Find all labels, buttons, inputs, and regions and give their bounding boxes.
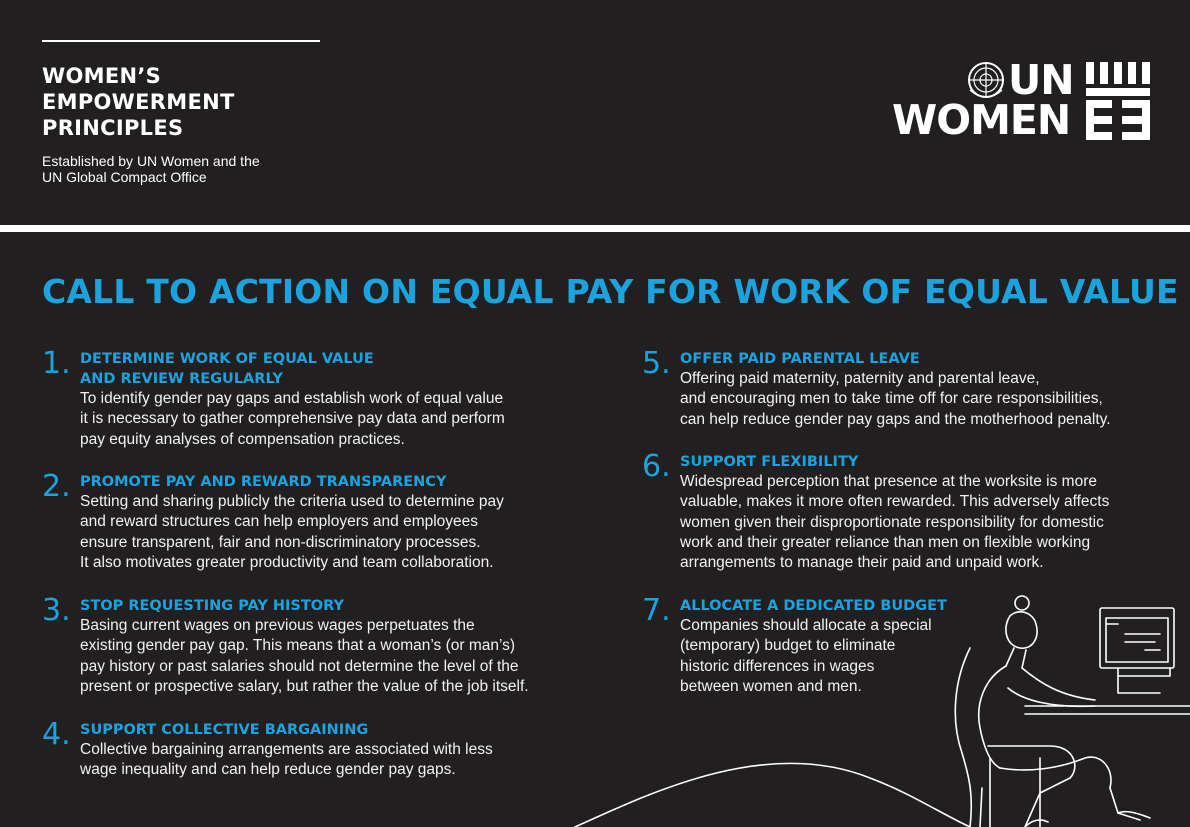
item-body-line: wage inequality and can help reduce gender pay gaps. <box>80 761 456 779</box>
item-body-line: women given their disproportionate responsibility for domestic <box>680 513 1104 531</box>
item-body-line: It also motivates greater productivity and team collaboration. <box>80 553 494 571</box>
item-body-line: and reward structures can help employers and employees <box>80 513 479 531</box>
item-body-line: and encouraging men to take time off for care responsibilities, <box>680 390 1103 408</box>
item-body-line: Widespread perception that presence at the worksite is more <box>680 473 1097 490</box>
weps-title-line: WOMEN’S <box>42 64 162 88</box>
item-body-line: it is necessary to gather comprehensive pay data and perform <box>80 410 505 428</box>
item-body <box>80 616 529 697</box>
item-body <box>80 740 493 781</box>
item-title-line: OFFER PAID PARENTAL LEAVE <box>680 351 920 367</box>
section-divider <box>0 225 1190 232</box>
item-body-line: Collective bargaining arrangements are associated with less <box>80 741 493 758</box>
header-rule <box>42 40 320 42</box>
item-body <box>680 472 1109 573</box>
item-title-line: SUPPORT COLLECTIVE BARGAINING <box>80 722 369 738</box>
item-body-line: pay history or past salaries should not determine the level of the <box>80 657 519 675</box>
item-title <box>80 720 368 740</box>
weps-subtitle-line: Established by UN Women and the <box>42 153 260 169</box>
item-body-line: (temporary) budget to eliminate <box>680 637 896 655</box>
un-women-symbol-icon <box>1086 62 1150 140</box>
weps-title <box>42 63 235 141</box>
item-title-line: PROMOTE PAY AND REWARD TRANSPARENCY <box>80 474 447 490</box>
item-title <box>80 596 344 616</box>
item-body-line: Companies should allocate a special <box>680 617 932 634</box>
item-number: 2. <box>42 469 71 504</box>
item-number: 5. <box>642 346 671 381</box>
item-body-line: ensure transparent, fair and non-discriminatory processes. <box>80 533 481 551</box>
item-body-line: historic differences in wages <box>680 657 875 675</box>
un-emblem-icon <box>966 60 1006 100</box>
logo-text-women: WOMEN <box>892 96 1071 144</box>
item-body-line: existing gender pay gap. This means that a woman’s (or man’s) <box>80 637 516 655</box>
item-title <box>80 472 446 492</box>
item-body-line: To identify gender pay gaps and establish work of equal value <box>80 390 504 407</box>
item-body-line: Basing current wages on previous wages perpetuates the <box>80 617 475 634</box>
logo-text-un: UN <box>1008 56 1074 104</box>
item-body <box>80 492 504 573</box>
item-title-line: AND REVIEW REGULARLY <box>80 371 283 387</box>
item-body-line: arrangements to manage their paid and unpaid work. <box>680 554 1044 572</box>
weps-subtitle <box>42 153 260 185</box>
weps-title-line: EMPOWERMENT <box>42 90 235 114</box>
item-body-line: pay equity analyses of compensation practices. <box>80 430 405 448</box>
page-title: CALL TO ACTION ON EQUAL PAY FOR WORK OF EQUAL VALUE <box>42 272 1179 311</box>
item-number: 1. <box>42 346 71 381</box>
item-title <box>80 349 374 389</box>
item-body-line: present or prospective salary, but rather the value of the job itself. <box>80 677 529 695</box>
un-women-logo <box>890 58 1152 144</box>
item-body-line: work and their greater reliance than men on flexible working <box>680 533 1091 551</box>
weps-title-line: PRINCIPLES <box>42 116 184 140</box>
item-body-line: valuable, makes it more often rewarded. This adversely affects <box>680 493 1110 511</box>
item-body-line: between women and men. <box>680 677 862 695</box>
item-body <box>680 369 1111 430</box>
item-number: 7. <box>642 593 671 628</box>
item-number: 4. <box>42 717 71 752</box>
item-body-line: can help reduce gender pay gaps and the motherhood penalty. <box>680 410 1111 428</box>
item-title <box>680 349 920 369</box>
item-title-line: STOP REQUESTING PAY HISTORY <box>80 598 344 614</box>
item-body <box>80 389 505 450</box>
item-body-line: Offering paid maternity, paternity and parental leave, <box>680 370 1040 387</box>
weps-subtitle-line: UN Global Compact Office <box>42 169 207 185</box>
item-body-line: Setting and sharing publicly the criteria used to determine pay <box>80 493 504 510</box>
item-number: 6. <box>642 449 671 484</box>
item-title <box>680 452 858 472</box>
item-number: 3. <box>42 593 71 628</box>
item-title-line: SUPPORT FLEXIBILITY <box>680 454 859 470</box>
item-title-line: DETERMINE WORK OF EQUAL VALUE <box>80 351 374 367</box>
item-title-line: ALLOCATE A DEDICATED BUDGET <box>680 598 947 614</box>
woman-at-desk-illustration <box>570 588 1190 827</box>
